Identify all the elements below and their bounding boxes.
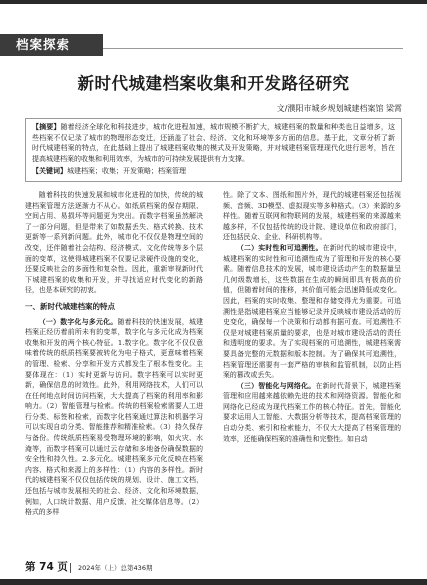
page-number: 第 74 页 (25, 561, 68, 573)
abstract-text: 随着经济全球化和科技进步，城市化进程加速，城市规模不断扩大，城建档案的数量和种类也日益增多，这些档案不仅记录了城市的物理形态变迁，还涵盖了社会、经济、文化和环境等多方面的信息。基于此，文章分析了新时代城建档案的特点，在此基础上提出了城建档案收集的模式及开发策略，并对城建档案管理现代化进行思考，旨在提高城建档案的收集和利用效率，为城市的可持续发展提供有力支撑。 (32, 123, 396, 163)
column-tag (0, 34, 103, 56)
column-tag-label: 档案探索 (16, 37, 71, 52)
subsection-paragraph (25, 317, 203, 518)
left-column (25, 190, 203, 518)
keywords-label: 【关键词】 (32, 167, 67, 175)
subsection-heading: （一）数字化与多元化。 (38, 317, 118, 326)
abstract-label: 【摘要】 (32, 123, 61, 131)
subsection-paragraph (223, 381, 401, 445)
author-line: 文/濮阳市城乡规划城建档案馆 梁霄 (276, 104, 402, 113)
abstract (32, 122, 395, 164)
continued-paragraph: 性。除了文本、图纸和图片外，现代的城建档案还包括视频、音频、3D模型、虚拟现实等多种格式。（3）来源的多样性。随着互联网和物联网的发展，城建档案的来源越来越多样，不仅包括传统的设计院、建设单位和政府部门，还包括民众、企业、科研机构等。 (223, 191, 401, 242)
subsection-heading: （二）实时性和可追溯性。 (236, 243, 323, 252)
section-heading: 一、新时代城建档案的特点 (25, 301, 115, 311)
article-title: 新时代城建档案收集和开发路径研究 (77, 74, 350, 93)
top-bar (0, 0, 427, 4)
page-footer (0, 557, 427, 585)
subsection-heading: （三）智能化与网络化。 (236, 381, 316, 390)
column-rule (103, 48, 403, 49)
keywords-text: 城建档案；收集；开发策略；档案管理 (67, 167, 186, 175)
subsection-paragraph (223, 243, 401, 381)
keywords (32, 166, 395, 177)
issue-info: 2024年（上）总第436期 (78, 564, 153, 572)
right-column (223, 190, 401, 444)
subsection-text: 在新时代的城市建设中，城建档案的实时性和可追溯性成为了管理和开发的核心要素。随着信息技术的发展，城市建设活动产生的数据量呈几何级数增长，这些数据在生成的瞬间即具有极高的价值，但随着时间的推移，其价值可能会迅速降低或变化。因此，档案的实时收集、整理和存储变得尤为重要。可追溯性是指城建档案应当能够记录并反映城市建设活动的历史变化，确保每一个决策和行动都有据可查。可追溯性不仅是对城建档案质量的要求，也是对城市建设活动的责任和透明度的要求。为了实现档案的可追溯性，城建档案需要具备完整的元数据和版本控制。为了确保其可追溯性，档案管理还需要有一套严格的审核和监管机制，以防止档案的篡改或丢失。 (223, 243, 402, 380)
intro-paragraph: 随着科技的快速发展和城市化进程的加快，传统的城建档案管理方法逐渐力不从心。如纸质档案的保存期限、空间占用、易损坏等问题更为突出。而数字档案虽然解决了一部分问题，但是带来了如数据丢失、格式转换、技术更新等一系列新问题。此外，城市化不仅仅是物理空间的改变，还伴随着社会结构、经济模式、文化传统等多个层面的变革，这使得城建档案不仅要记录硬件设施的变化，还要反映社会的多面性和复杂性。因此，重新审视新时代下城建档案的收集和开发，并寻找适应时代变化的新路径，也是本研究的初衷。 (25, 191, 203, 295)
abstract-box (25, 118, 402, 182)
bottom-bar (0, 579, 427, 585)
subsection-text: 在新时代背景下，城建档案管理和应用越来越依赖先进的技术和网络资源。智能化和网络化已经成为现代档案工作的核心特征。首先，智能化要求运用人工智能、大数据分析等技术，提高档案管理的自动分类、索引和检索能力，不仅大大提高了档案管理的效率，还能确保档案的准确性和完整性。如自动 (223, 381, 401, 443)
subsection-text: 随着科技的快速发展，城建档案正经历着前所未有的变革，数字化与多元化成为档案收集和开发的两个核心特征。1.数字化。数字化不仅仅意味着传统的纸质档案要被转化为电子格式，更意味着档案的管理、检索、分享和开发方式都发生了根本性变化。主要体现在：（1）实时更新与访问。数字档案可以实时更新，确保信息的时效性。此外，利用网络技术，人们可以在任何地点时间访问档案，大大提高了档案的利用率和影响力。（2）智能管理与检索。传统的档案检索需要人工进行分类、标签和检索，而数字化档案通过算法和机器学习可以实现自动分类、智能推荐和精准检索。（3）持久保存与备份。传统纸质档案易受物理环境的影响，如火灾、水淹等，而数字档案可以通过云存储和多地备份确保数据的安全性和持久性。2.多元化。城建档案多元化反映在档案内容、格式和来源上的多样性：（1）内容的多样性。新时代的城建档案不仅仅包括传统的规划、设计、施工文档，还包括与城市发展相关的社会、经济、文化和环境数据，例如，人口统计数据、用户反馈、社交媒体信息等。（2）格式的多样 (25, 317, 203, 517)
footer-divider (70, 563, 71, 573)
